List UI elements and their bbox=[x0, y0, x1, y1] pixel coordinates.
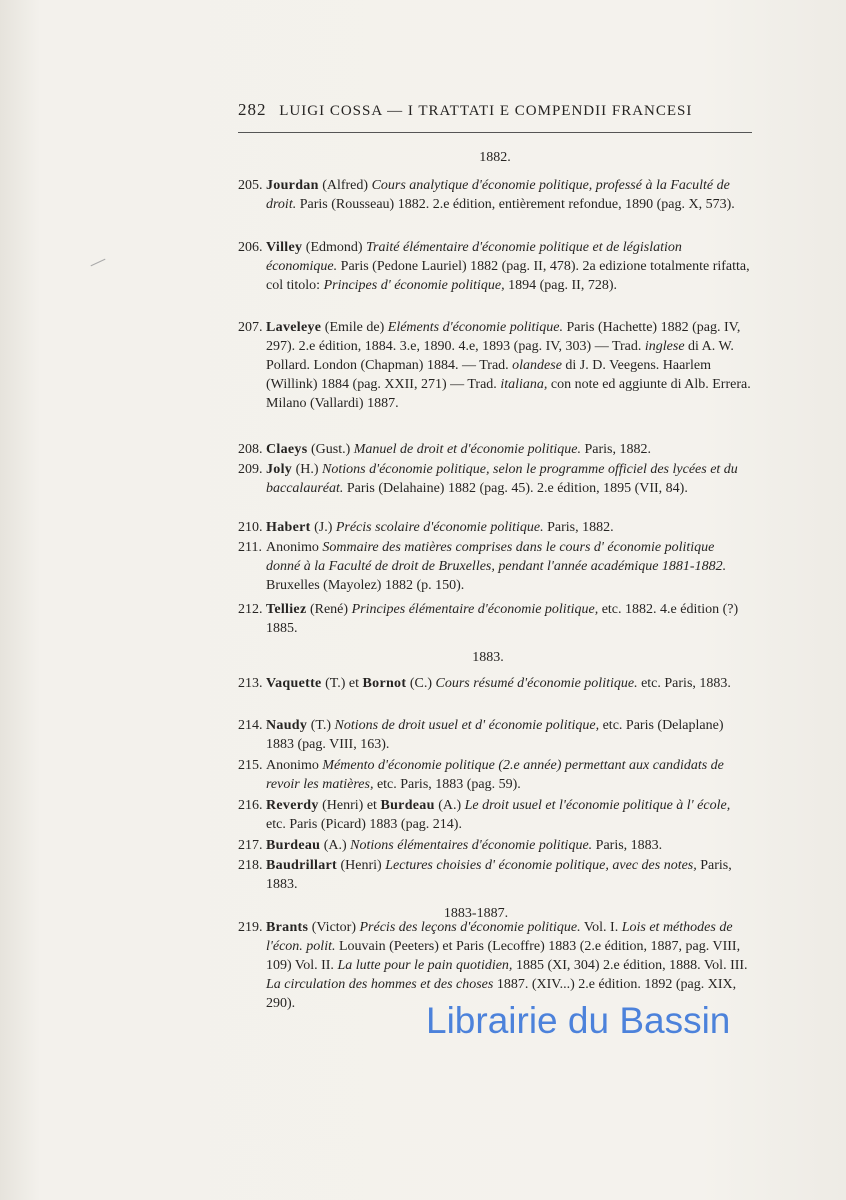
entry-title: Mémento d'économie politique (2.e année) permettant aux candidats de revoir les matières, bbox=[266, 758, 724, 792]
entry-208 bbox=[238, 440, 752, 459]
entry-207 bbox=[238, 318, 752, 413]
entry-publication: Paris (Pedone Lauriel) 1882 (pag. II, 478). 2a edizione totalmente rifatta, col titolo: bbox=[266, 259, 750, 293]
entry-author-detail: (H.) bbox=[295, 462, 319, 477]
entry-author-detail: (T.) et bbox=[325, 676, 360, 691]
entry-volume-publication: 1887. (XIV...) 2.e édition. 1892 (pag. XIX, 290). bbox=[266, 977, 737, 1011]
entry-publication: Vol. I. bbox=[583, 920, 619, 935]
entry-213 bbox=[238, 674, 752, 693]
entry-title: Notions d'économie politique, selon le programme officiel des lycées et du baccalauréat. bbox=[266, 462, 738, 496]
entry-title: Lectures choisies d' économie politique, avec des notes, bbox=[385, 858, 697, 873]
entry-number: 210. bbox=[238, 520, 263, 535]
entry-author: Habert bbox=[266, 520, 311, 535]
entry-author-detail: (Henri) bbox=[340, 858, 382, 873]
entry-author: Jourdan bbox=[266, 178, 319, 193]
entry-publication: etc. 1882. 4.e édition (?) 1885. bbox=[266, 602, 739, 636]
entry-number: 218. bbox=[238, 858, 263, 873]
entry-title: Notions élémentaires d'économie politique. bbox=[350, 838, 593, 853]
entry-publication: etc. Paris (Picard) 1883 (pag. 214). bbox=[266, 817, 462, 832]
entry-translation: di A. W. Pollard. London (Chapman) 1884. — Trad. bbox=[266, 339, 734, 373]
entry-volume-title: La circulation des hommes et des choses bbox=[266, 977, 494, 992]
entry-publication: etc. Paris (Delaplane) 1883 (pag. VIII, 163). bbox=[266, 718, 724, 752]
entry-author: Baudrillart bbox=[266, 858, 337, 873]
entry-volume-title: Lois et méthodes de l'écon. polit. bbox=[266, 920, 733, 954]
entry-219 bbox=[238, 918, 752, 1013]
entry-translation-lang: olandese bbox=[512, 358, 562, 373]
entry-212 bbox=[238, 600, 752, 638]
entry-translation: con note ed aggiunte di Alb. Errera. Milano (Vallardi) 1887. bbox=[266, 377, 751, 411]
entry-number: 209. bbox=[238, 462, 263, 477]
entry-title-alt: Principes d' économie politique, bbox=[323, 278, 505, 293]
entry-publication: etc. Paris, 1883. bbox=[641, 676, 731, 691]
entry-title: Sommaire des matières comprises dans le cours d' économie politique donné à la Faculté de droit de Bruxelles, pendant l'année académique 1881-1882. bbox=[266, 540, 727, 574]
entry-title: Cours analytique d'économie politique, professé à la Faculté de droit. bbox=[266, 178, 730, 212]
page-number: 282 bbox=[238, 100, 267, 119]
entry-author: Vaquette bbox=[266, 676, 322, 691]
entry-author: Naudy bbox=[266, 718, 308, 733]
entry-number: 206. bbox=[238, 240, 263, 255]
entry-number: 217. bbox=[238, 838, 263, 853]
entry-number: 205. bbox=[238, 178, 263, 193]
entry-volume-publication: 1885 (XI, 304) 2.e édition, 1888. Vol. III. bbox=[515, 958, 748, 973]
entry-publication: Paris (Delahaine) 1882 (pag. 45). 2.e édition, 1895 (VII, 84). bbox=[346, 481, 688, 496]
entry-author: Burdeau bbox=[266, 838, 321, 853]
entry-author-detail: Anonimo bbox=[266, 758, 319, 773]
entry-volume-title: La lutte pour le pain quotidien, bbox=[337, 958, 513, 973]
margin-mark bbox=[91, 259, 106, 267]
entry-number: 215. bbox=[238, 758, 263, 773]
entry-number: 207. bbox=[238, 320, 263, 335]
entry-translation-lang: italiana, bbox=[500, 377, 548, 392]
entry-translation: di J. D. Veegens. Haarlem (Willink) 1884 (pag. XXII, 271) — Trad. bbox=[266, 358, 711, 392]
entry-210 bbox=[238, 518, 752, 537]
entry-author-detail: (Emile de) bbox=[324, 320, 385, 335]
entry-author: Telliez bbox=[266, 602, 307, 617]
entry-215 bbox=[238, 756, 752, 794]
entry-publication: Paris (Hachette) 1882 (pag. IV, 297). 2.e édition, 1884. 3.e, 1890. 4.e, 1893 (pag. IV, 303) — Trad. bbox=[266, 320, 741, 354]
entry-number: 212. bbox=[238, 602, 263, 617]
entry-218 bbox=[238, 856, 752, 894]
header-rule bbox=[238, 132, 752, 133]
entry-211 bbox=[238, 538, 752, 595]
watermark-text: Librairie du Bassin bbox=[426, 1000, 731, 1041]
entry-author: Laveleye bbox=[266, 320, 322, 335]
entry-title: Principes élémentaire d'économie politique, bbox=[351, 602, 599, 617]
year-heading-1883-1887: 1883-1887. bbox=[443, 906, 509, 921]
running-header bbox=[238, 100, 758, 120]
entry-coauthor-detail: (A.) bbox=[438, 798, 462, 813]
entry-author-detail: (Edmond) bbox=[305, 240, 363, 255]
entry-publication: Paris, 1883. bbox=[266, 858, 732, 892]
entry-author-detail: (Alfred) bbox=[322, 178, 369, 193]
entry-title: Manuel de droit et d'économie politique. bbox=[353, 442, 581, 457]
entry-author: Villey bbox=[266, 240, 303, 255]
entry-title: Le droit usuel et l'économie politique à l' école, bbox=[464, 798, 731, 813]
entry-author-detail: Anonimo bbox=[266, 540, 319, 555]
entry-publication: Paris, 1883. bbox=[595, 838, 663, 853]
entry-number: 213. bbox=[238, 676, 263, 691]
entry-number: 216. bbox=[238, 798, 263, 813]
entry-number: 214. bbox=[238, 718, 263, 733]
year-heading-1882: 1882. bbox=[479, 150, 511, 165]
entry-author: Joly bbox=[266, 462, 293, 477]
entry-title: Eléments d'économie politique. bbox=[387, 320, 563, 335]
entry-216 bbox=[238, 796, 752, 834]
entry-author-detail: (T.) bbox=[310, 718, 332, 733]
entry-publication: Bruxelles (Mayolez) 1882 (p. 150). bbox=[266, 578, 465, 593]
entry-205 bbox=[238, 176, 752, 214]
entry-number: 208. bbox=[238, 442, 263, 457]
entry-206 bbox=[238, 238, 752, 295]
entry-publication: etc. Paris, 1883 (pag. 59). bbox=[376, 777, 521, 792]
entry-number: 211. bbox=[238, 540, 262, 555]
entry-title: Précis des leçons d'économie politique. bbox=[359, 920, 581, 935]
entry-author-detail: (René) bbox=[309, 602, 349, 617]
entry-title: Cours résumé d'économie politique. bbox=[435, 676, 638, 691]
entry-217 bbox=[238, 836, 752, 855]
entry-author-detail: (A.) bbox=[323, 838, 347, 853]
entry-coauthor-detail: (C.) bbox=[409, 676, 432, 691]
entry-coauthor: Bornot bbox=[362, 676, 407, 691]
entry-author: Claeys bbox=[266, 442, 308, 457]
entry-title: Précis scolaire d'économie politique. bbox=[335, 520, 544, 535]
entry-publication: Paris, 1882. bbox=[547, 520, 614, 535]
entry-translation-lang: inglese bbox=[644, 339, 685, 354]
entry-214 bbox=[238, 716, 752, 754]
entry-author: Reverdy bbox=[266, 798, 319, 813]
entry-title: Notions de droit usuel et d' économie politique, bbox=[334, 718, 600, 733]
entry-209 bbox=[238, 460, 752, 498]
entry-title: Traité élémentaire d'économie politique et de législation économique. bbox=[266, 240, 682, 274]
entry-volume-publication: Louvain (Peeters) et Paris (Lecoffre) 1883 (2.e édition, 1887, pag. VIII, 109) Vol. II. bbox=[266, 939, 741, 973]
entry-publication: Paris (Rousseau) 1882. 2.e édition, entièrement refondue, 1890 (pag. X, 573). bbox=[299, 197, 735, 212]
running-title: LUIGI COSSA — I TRATTATI E COMPENDII FRANCESI bbox=[279, 103, 693, 119]
entry-author-detail: (J.) bbox=[314, 520, 333, 535]
entry-coauthor: Burdeau bbox=[380, 798, 435, 813]
year-heading-1883: 1883. bbox=[472, 650, 504, 665]
entry-author-detail: (Victor) bbox=[311, 920, 356, 935]
entry-publication-alt: 1894 (pag. II, 728). bbox=[508, 278, 618, 293]
entry-author-detail: (Gust.) bbox=[310, 442, 351, 457]
entry-author: Brants bbox=[266, 920, 309, 935]
entry-publication: Paris, 1882. bbox=[584, 442, 651, 457]
entry-number: 219. bbox=[238, 920, 263, 935]
entry-author-detail: (Henri) et bbox=[322, 798, 377, 813]
